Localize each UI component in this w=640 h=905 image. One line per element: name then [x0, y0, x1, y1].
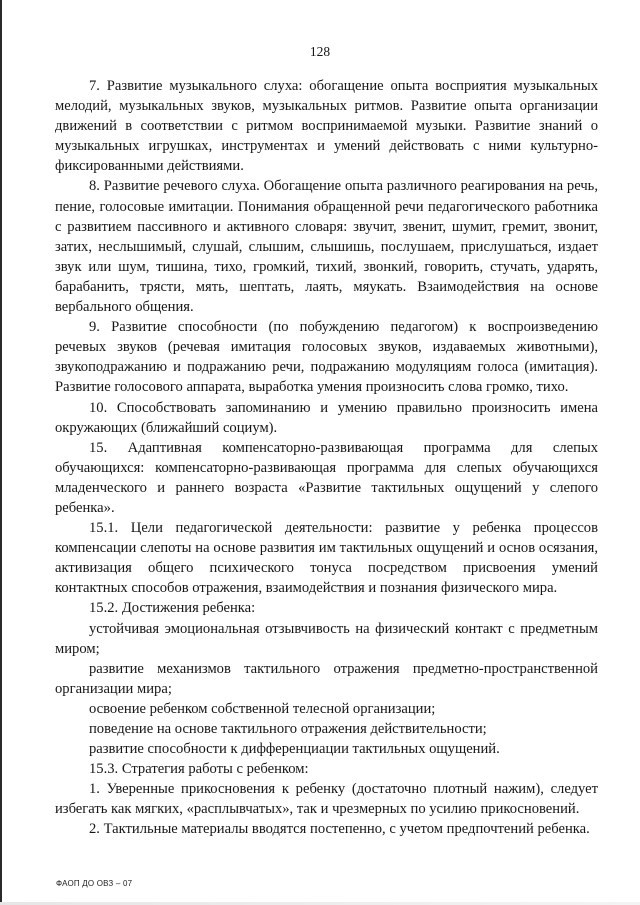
- paragraph-names-memory: 10. Способствовать запоминанию и умению правильно произносить имена окружающих (ближайший социум).: [55, 399, 598, 436]
- achievement-item: освоение ребенком собственной телесной организации;: [89, 700, 436, 717]
- paragraph-program-title: 15. Адаптивная компенсаторно-развивающая программа для слепых обучающихся: компенсаторно-развивающая программа для слепых обучающихся младенческого и раннего возраста «Развитие тактильных ощущений у слепого ребенка».: [55, 439, 598, 516]
- paragraph-achievements-heading: 15.2. Достижения ребенка:: [89, 600, 256, 617]
- paragraph-goals: 15.1. Цели педагогической деятельности: развитие у ребенка процессов компенсации слепоты на основе развития им тактильных ощущений и основ осязания, активизация общего психического тонуса посредством присвоения умений контактных способов отражения, взаимодействия и познания физического мира.: [55, 520, 598, 597]
- achievement-item: поведение на основе тактильного отражения действительности;: [89, 721, 487, 737]
- footer-document-code: ФАОП ДО ОВЗ – 07: [56, 879, 133, 888]
- paragraph-music-hearing: 7. Развитие музыкального слуха: обогащение опыта восприятия музыкальных мелодий, музыкальных звуков, музыкальных ритмов. Развитие опыта организации движений в соответствии с ритмом воспринимаемой музыки. Развитие знаний о музыкальных игрушках, инструментах и умений действовать с ними культурно-фиксированными действиями.: [55, 78, 598, 175]
- paragraph-strategy-heading: 15.3. Стратегия работы с ребенком:: [89, 761, 309, 778]
- page-number: 128: [309, 44, 331, 59]
- strategy-item: 2. Тактильные материалы вводятся постепенно, с учетом предпочтений ребенка.: [89, 821, 590, 838]
- strategy-item: 1. Уверенные прикосновения к ребенку (достаточно плотный нажим), следует избегать как мягких, «расплывчатых», так и чрезмерных по усилию прикосновений.: [55, 781, 598, 818]
- achievement-item: устойчивая эмоциональная отзывчивость на физический контакт с предметным миром;: [55, 620, 598, 657]
- achievement-item: развитие механизмов тактильного отражения предметно-пространственной организации мира;: [55, 660, 598, 697]
- paragraph-speech-sounds: 9. Развитие способности (по побуждению педагогом) к воспроизведению речевых звуков (речевая имитация голосовых звуков, издаваемых животными), звукоподражанию и подражанию речи, подражанию модуляциям голоса (имитация). Развитие голосового аппарата, выработка умения произносить слова громко, тихо.: [55, 319, 598, 396]
- document-body: [55, 76, 598, 840]
- paragraph-speech-hearing: 8. Развитие речевого слуха. Обогащение опыта различного реагирования на речь, пение, голосовые имитации. Понимания обращенной речи педагогического работника с развитием пассивного и активного словаря: звучит, звенит, шумит, гремит, звонит, затих, неслышимый, слушай, слышим, слышишь, послушаем, прислушаться, издает звук или шум, тишина, тихо, громкий, тихий, звонкий, говорить, стучать, ударять, барабанить, трясти, мять, шептать, лаять, мяукать. Взаимодействия на основе вербального общения.: [55, 178, 598, 316]
- scan-left-edge: [0, 0, 2, 905]
- achievement-item: развитие способности к дифференциации тактильных ощущений.: [89, 741, 500, 758]
